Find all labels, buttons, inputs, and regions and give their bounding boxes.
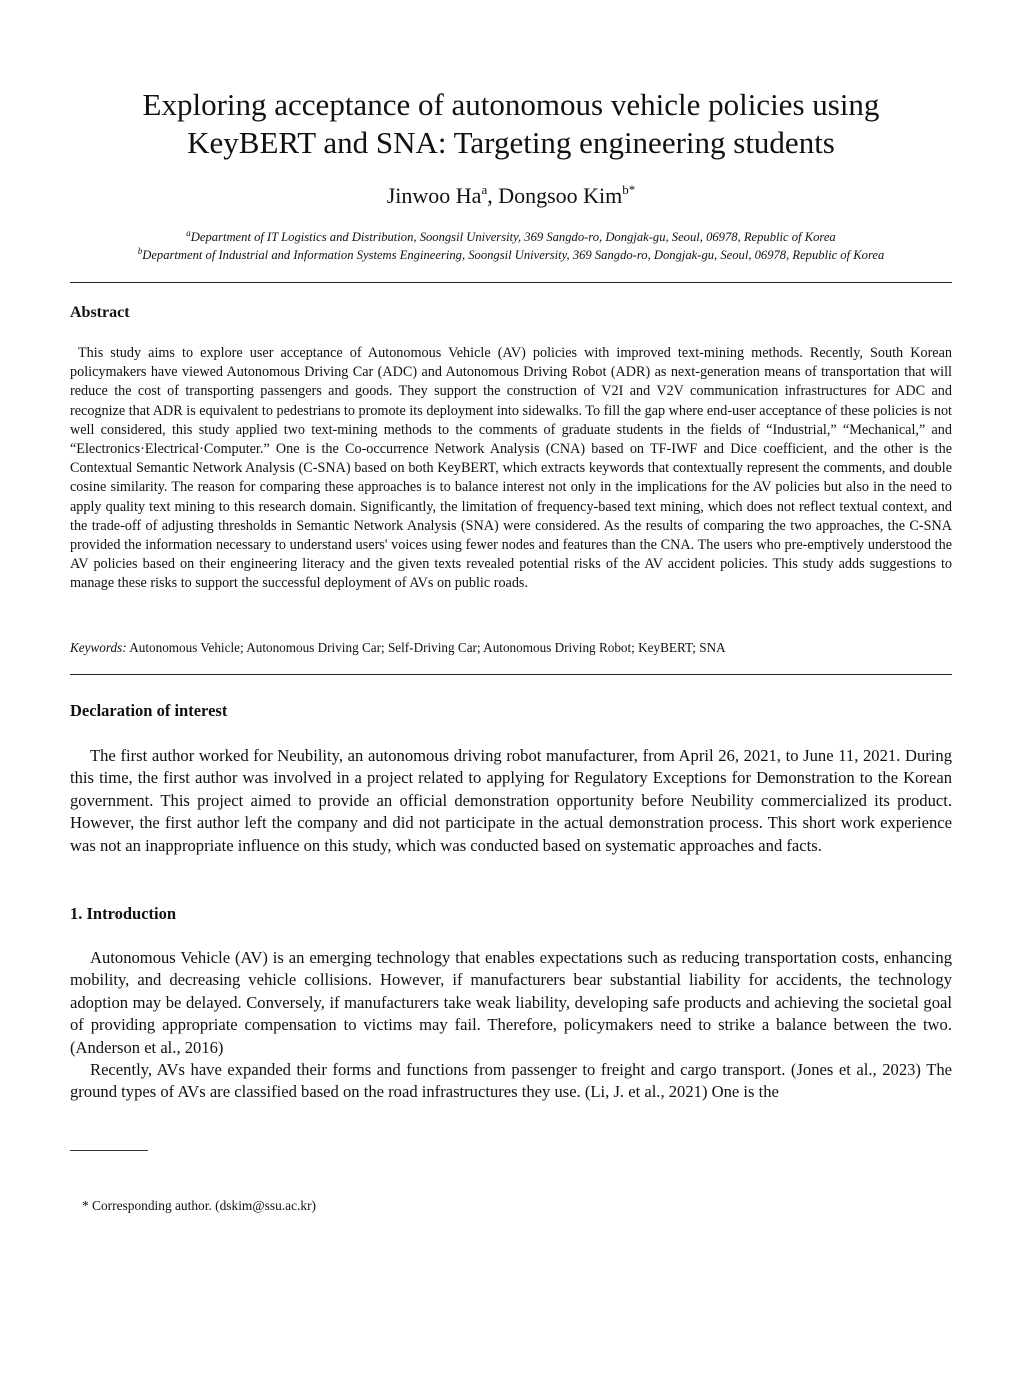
keywords-label: Keywords: [70, 640, 127, 655]
footnote-separator [70, 1150, 148, 1151]
author-separator: , [487, 183, 499, 208]
keywords-list: Autonomous Vehicle; Autonomous Driving Car; Self-Driving Car; Autonomous Driving Robot; KeyBERT; SNA [126, 640, 726, 655]
introduction-heading: 1. Introduction [70, 904, 177, 923]
abstract-text: This study aims to explore user acceptance of Autonomous Vehicle (AV) policies with improved text-mining methods. Recently, South Korean policymakers have viewed Autonomous Driving Car (ADC) and Autonomous Driving Robot (ADR) as next-generation means of transportation that will reduce the cost of transporting passengers and goods. They support the construction of V2I and V2V communication infrastructures for ADC and recognize that ADR is equivalent to pedestrians to promote its deployment into sidewalks. To fill the gap where end-user acceptance of these policies is not well considered, this study applied two text-mining methods to the comments of graduate students in the fields of “Industrial,” “Mechanical,” and “Electronics·Electrical·Computer.” One is the Co-occurrence Network Analysis (CNA) based on TF-IWF and Dice coefficient, and the other is the Contextual Semantic Network Analysis (C-SNA) based on both KeyBERT, which extracts keywords that contextually represent the comments, and double cosine similarity. The reason for comparing these approaches is to balance interest not only in the implications for the AV policies but also in the need to apply quality text mining to this research domain. Significantly, the limitation of frequency-based text mining, which does not reflect textual context, and the trade-off of adjusting thresholds in Semantic Network Analysis (SNA) were considered. As the results of comparing the two approaches, the C-SNA provided the information necessary to understand users' voices using fewer nodes and features than the CNA. The users who pre-emptively understood the AV policies based on their engineering literacy and the given texts revealed potential risks of the AV accident policies. This study adds suggestions to manage these risks to support the successful deployment of AVs on public roads. [70, 345, 952, 592]
paper-title [70, 86, 952, 162]
keywords-line [70, 639, 952, 657]
declaration-heading: Declaration of interest [70, 701, 228, 720]
affiliation-text: Department of IT Logistics and Distribution, Soongsil University, 369 Sangdo-ro, Dongjak-gu, Seoul, 06978, Republic of Korea [190, 230, 836, 244]
introduction-paragraph-1: Autonomous Vehicle (AV) is an emerging technology that enables expectations such as reducing transportation costs, enhancing mobility, and decreasing vehicle collisions. However, if manufacturers bear substantial liability for accidents, the technology adoption may be delayed. Conversely, if manufacturers take weak liability, developing safe products and achieving the societal goal of providing appropriate compensation to victims may fail. Therefore, policymakers need to strike a balance between the two. (Anderson et al., 2016) [70, 948, 952, 1057]
affiliation-marker: a [186, 228, 191, 238]
abstract-heading: Abstract [70, 304, 130, 321]
introduction-paragraph-2: Recently, AVs have expanded their forms and functions from passenger to freight and cargo transport. (Jones et al., 2023) The ground types of AVs are classified based on the road infrastructures they use. (Li, J. et al., 2021) One is the [70, 1060, 952, 1102]
author-list [70, 182, 952, 210]
section-divider [70, 674, 952, 675]
section-divider [70, 282, 952, 283]
title-line-1: Exploring acceptance of autonomous vehicle policies using [142, 87, 880, 122]
author-affiliation-marker: a [481, 182, 488, 197]
author-name: Dongsoo Kim [498, 183, 623, 208]
declaration-paragraph: The first author worked for Neubility, an autonomous driving robot manufacturer, from April 26, 2021, to June 11, 2021. During this time, the first author was involved in a project related to applying for Regulatory Exceptions for Demonstration to the Korean government. This project aimed to provide an official demonstration opportunity before Neubility commercialized its product. However, the first author left the company and did not participate in the actual demonstration process. This short work experience was not an inappropriate influence on this study, which was conducted based on systematic approaches and facts. [70, 746, 952, 855]
title-line-2: KeyBERT and SNA: Targeting engineering students [187, 125, 835, 160]
author-name: Jinwoo Ha [386, 183, 482, 208]
affiliation-marker: b [137, 246, 143, 256]
corresponding-author-footnote: * Corresponding author. (dskim@ssu.ac.kr) [82, 1198, 316, 1213]
affiliation-b [50, 246, 972, 264]
author-affiliation-marker: b* [622, 182, 636, 197]
affiliation-a [50, 228, 972, 246]
affiliation-text: Department of Industrial and Information Systems Engineering, Soongsil University, 369 Sangdo-ro, Dongjak-gu, Seoul, 06978, Republic of Korea [142, 248, 885, 262]
